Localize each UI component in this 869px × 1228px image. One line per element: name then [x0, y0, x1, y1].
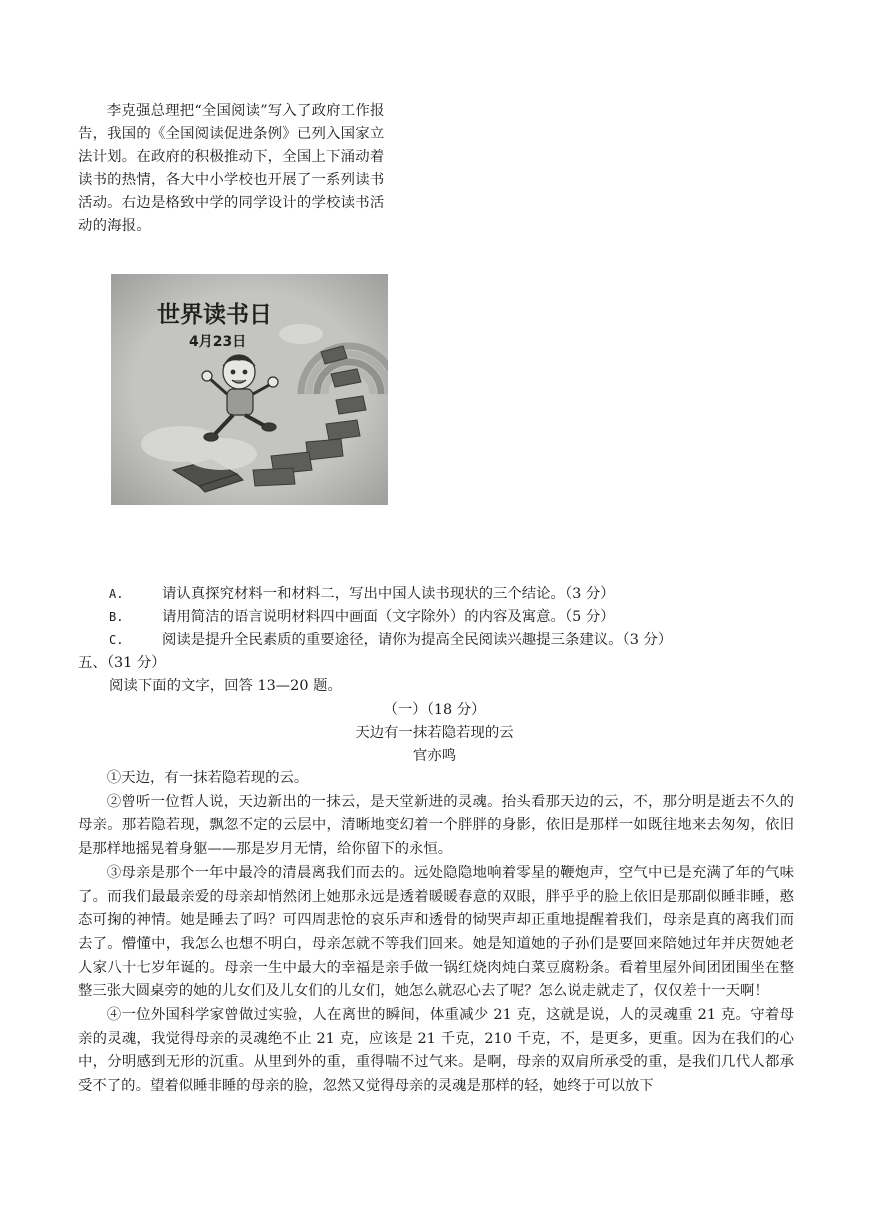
question-letter: A. [109, 587, 124, 601]
question-list [78, 583, 798, 698]
article-body [78, 767, 794, 1099]
paragraph: ②曾听一位哲人说，天边新出的一抹云，是天堂新进的灵魂。抬头看那天边的云，不，那分明是逝去不久的母亲。那若隐若现，飘忽不定的云层中，清晰地变幻着一个胖胖的身影，依旧是那样一如既往地来去匆匆，依旧是那样地摇晃着身躯——那是岁月无情，给你留下的永恒。 [78, 793, 794, 858]
article-title: 天边有一抹若隐若现的云 [355, 725, 514, 741]
question-c [78, 629, 798, 652]
section-instruction: 阅读下面的文字，回答 13—20 题。 [109, 678, 342, 694]
question-text: 阅读是提升全民素质的重要途径，请你为提高全民阅读兴趣提三条建议。（3 分） [162, 632, 673, 648]
question-a [78, 583, 798, 606]
intro-passage [78, 100, 388, 238]
paragraph: ③母亲是那个一年中最冷的清晨离我们而去的。远处隐隐地响着零星的鞭炮声，空气中已是充满了年的气味了。而我们最最亲爱的母亲却悄然闭上她那永远是透着暖暖春意的双眼，胖乎乎的脸上依旧是那副似睡非睡，憨态可掬的神情。她是睡去了吗？可四周悲怆的哀乐声和透骨的恸哭声却正重地提醒着我们，母亲是真的离我们而去了。懵懂中，我怎么也想不明白，母亲怎就不等我们回来。她是知道她的子孙们是要回来陪她过年并庆贺她老人家八十七岁年诞的。母亲一生中最大的幸福是亲手做一锅红烧肉炖白菜豆腐粉条。看着里屋外间团团围坐在整整三张大圆桌旁的她的儿女们及儿女们的儿女们，她怎么就忍心去了呢？怎么说走就走了，仅仅差十一天啊！ [78, 864, 794, 1000]
question-text: 请用简洁的语言说明材料四中画面（文字除外）的内容及寓意。（5 分） [162, 609, 615, 625]
question-letter: B. [109, 610, 124, 624]
article-author: 官亦鸣 [412, 748, 457, 764]
part-label: （一）（18 分） [383, 702, 486, 718]
reading-day-poster [111, 274, 388, 505]
paragraph: ①天边，有一抹若隐若现的云。 [106, 770, 309, 786]
poster-date: 4月23日 [189, 334, 247, 350]
poster-illustration [111, 274, 388, 505]
intro-text: 李克强总理把“全国阅读”写入了政府工作报告，我国的《全国阅读促进条例》已列入国家立法计划。在政府的积极推动下，全国上下涌动着读书的热情，各大中小学校也开展了一系列读书活动。右边是格致中学的同学设计的学校读书活动的海报。 [78, 103, 385, 234]
question-b [78, 606, 798, 629]
poster-title: 世界读书日 [157, 302, 272, 328]
paragraph: ④一位外国科学家曾做过实验，人在离世的瞬间，体重减少 21 克，这就是说，人的灵魂重 21 克。守着母亲的灵魂，我觉得母亲的灵魂绝不止 21 克，应该是 21 千克，210 千克，不，是更多，更重。因为在我们的心中，分明感到无形的沉重。从里到外的重，重得喘不过气来。是啊，母亲的双肩所承受的重，是我们几代人都承受不了的。望着似睡非睡的母亲的脸，忽然又觉得母亲的灵魂是那样的轻，她终于可以放下 [78, 1007, 794, 1095]
question-letter: C. [109, 633, 124, 647]
question-text: 请认真探究材料一和材料二，写出中国人读书现状的三个结论。（3 分） [162, 586, 615, 602]
section-heading: 五、（31 分） [78, 655, 166, 671]
